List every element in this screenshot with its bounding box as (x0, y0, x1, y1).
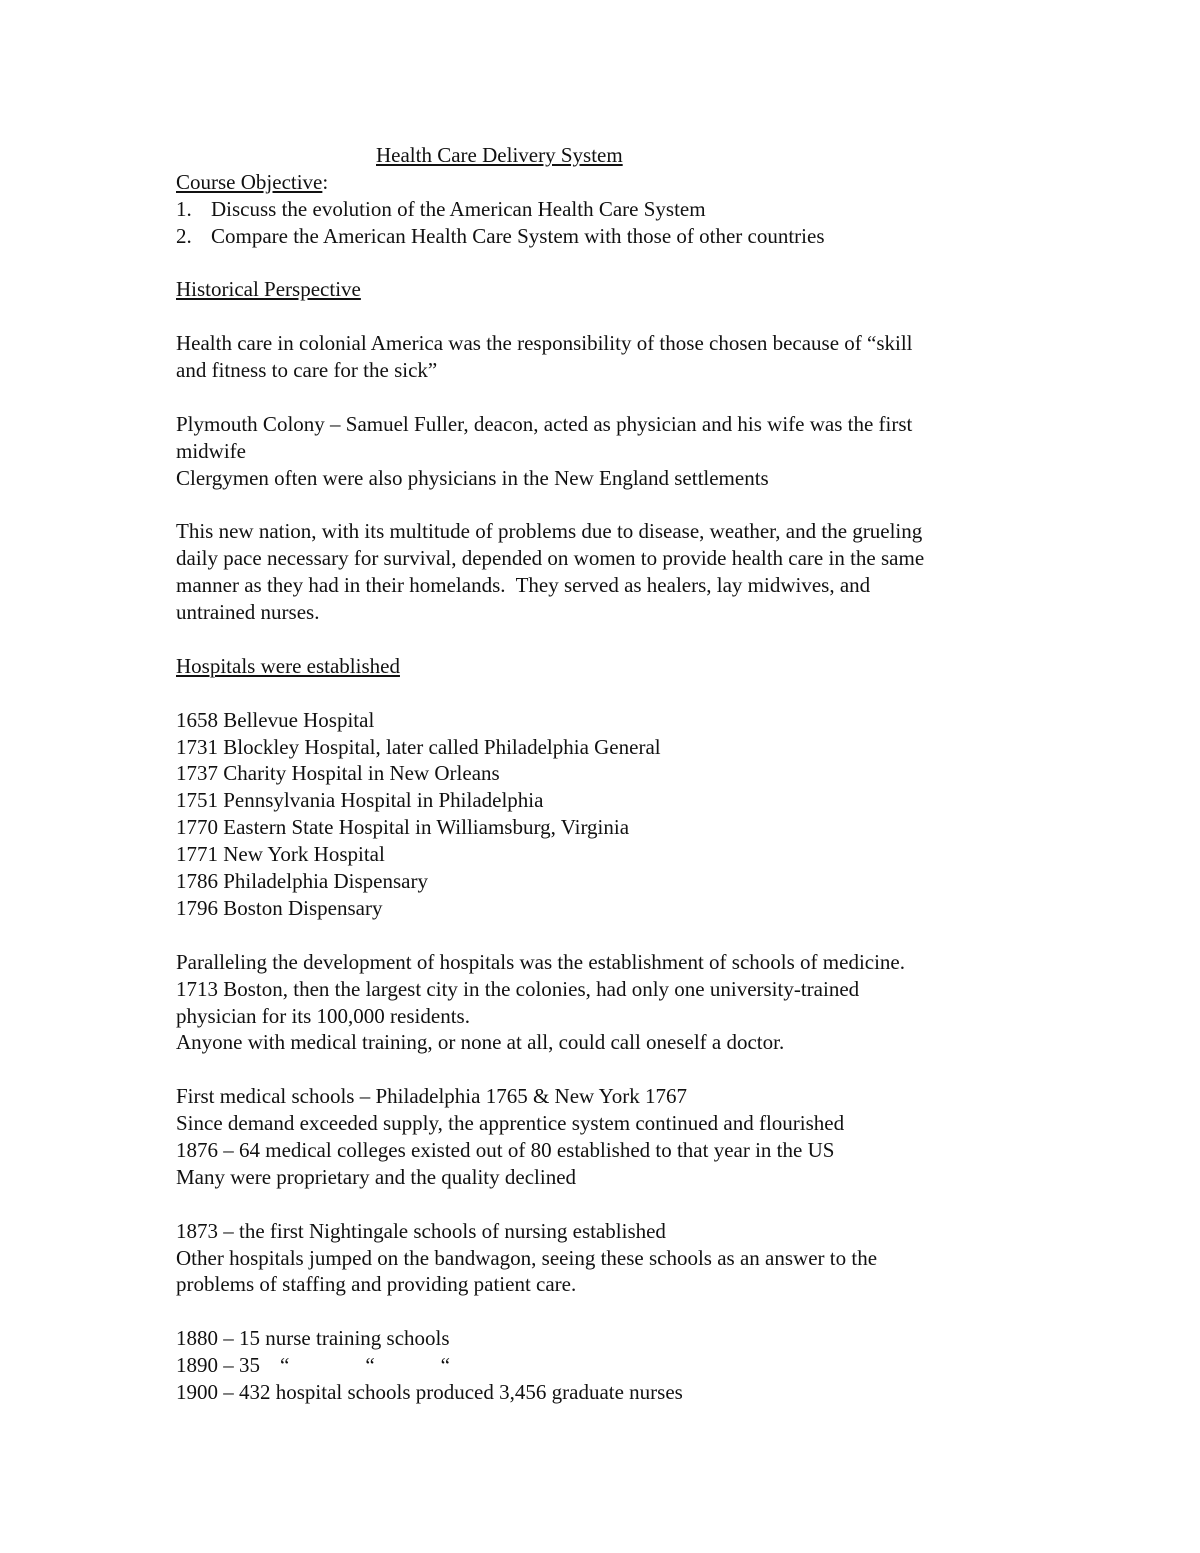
text-line: Anyone with medical training, or none at all, could call oneself a doctor. (176, 1030, 785, 1055)
hospital-list-item: 1786 Philadelphia Dispensary (176, 869, 428, 894)
nursing-line-1890 (176, 1352, 1036, 1379)
text-line: Other hospitals jumped on the bandwagon, seeing these schools as an answer to the (176, 1245, 878, 1270)
hospitals-heading: Hospitals were established (176, 653, 400, 678)
text-line: Plymouth Colony – Samuel Fuller, deacon, acted as physician and his wife was the first (176, 411, 913, 436)
text-line: manner as they had in their homelands. They served as healers, lay midwives, and (176, 573, 871, 598)
nursing-line-1900: 1900 – 432 hospital schools produced 3,456 graduate nurses (176, 1379, 683, 1404)
course-objective-label: Course Objective (176, 169, 323, 194)
spacer (176, 1056, 1036, 1083)
spacer (176, 1298, 1036, 1325)
spacer (176, 680, 1036, 707)
text-line: 1873 – the first Nightingale schools of nursing established (176, 1218, 666, 1243)
spacer (176, 626, 1036, 653)
text-line: physician for its 100,000 residents. (176, 1003, 470, 1028)
course-objective-colon: : (322, 169, 329, 194)
hospital-list-item: 1737 Charity Hospital in New Orleans (176, 761, 500, 786)
text-line: 1713 Boston, then the largest city in the colonies, had only one university-trained (176, 976, 860, 1001)
spacer (176, 492, 1036, 519)
text-line: Many were proprietary and the quality declined (176, 1164, 577, 1189)
text-line: This new nation, with its multitude of problems due to disease, weather, and the grueling (176, 519, 923, 544)
text-line: and fitness to care for the sick” (176, 358, 438, 383)
text-line: daily pace necessary for survival, depended on women to provide health care in the same (176, 546, 925, 571)
text-line: problems of staffing and providing patient care. (176, 1272, 577, 1297)
objective-item-2 (176, 223, 1036, 250)
ditto-mark: “ (440, 1353, 450, 1378)
objective-number: 2. (176, 223, 192, 248)
objective-text: Discuss the evolution of the American Health Care System (211, 196, 706, 221)
hospital-list-item: 1796 Boston Dispensary (176, 895, 383, 920)
ditto-mark: “ (280, 1353, 290, 1378)
text-line: Clergymen often were also physicians in the New England settlements (176, 465, 769, 490)
hospital-list-item: 1751 Pennsylvania Hospital in Philadelphia (176, 788, 544, 813)
hospital-list-item: 1770 Eastern State Hospital in Williamsburg, Virginia (176, 815, 630, 840)
text-line: midwife (176, 438, 246, 463)
spacer (176, 250, 1036, 277)
ditto-mark: “ (365, 1353, 375, 1378)
text-line: Since demand exceeded supply, the apprentice system continued and flourished (176, 1111, 845, 1136)
document-title: Health Care Delivery System (376, 143, 623, 167)
spacer (176, 384, 1036, 411)
spacer (176, 1191, 1036, 1218)
hospital-list-item: 1731 Blockley Hospital, later called Philadelphia General (176, 734, 661, 759)
text-line: Health care in colonial America was the responsibility of those chosen because of “skill (176, 331, 913, 356)
text-line: First medical schools – Philadelphia 1765 & New York 1767 (176, 1084, 687, 1109)
nursing-1890-text: 1890 – 35 (176, 1353, 260, 1378)
spacer (176, 922, 1036, 949)
document-body (176, 142, 1036, 1406)
text-line: Paralleling the development of hospitals was the establishment of schools of medicine. (176, 949, 906, 974)
hospital-list-item: 1658 Bellevue Hospital (176, 707, 375, 732)
spacer (176, 303, 1036, 330)
hospital-list-item: 1771 New York Hospital (176, 842, 385, 867)
text-line: untrained nurses. (176, 600, 320, 625)
nursing-line-1880: 1880 – 15 nurse training schools (176, 1326, 450, 1351)
objective-number: 1. (176, 196, 192, 221)
text-line: 1876 – 64 medical colleges existed out of 80 established to that year in the US (176, 1137, 835, 1162)
course-objective-heading (176, 169, 1036, 196)
historical-perspective-heading: Historical Perspective (176, 277, 361, 302)
objective-text: Compare the American Health Care System with those of other countries (211, 223, 825, 248)
objective-item-1 (176, 196, 1036, 223)
